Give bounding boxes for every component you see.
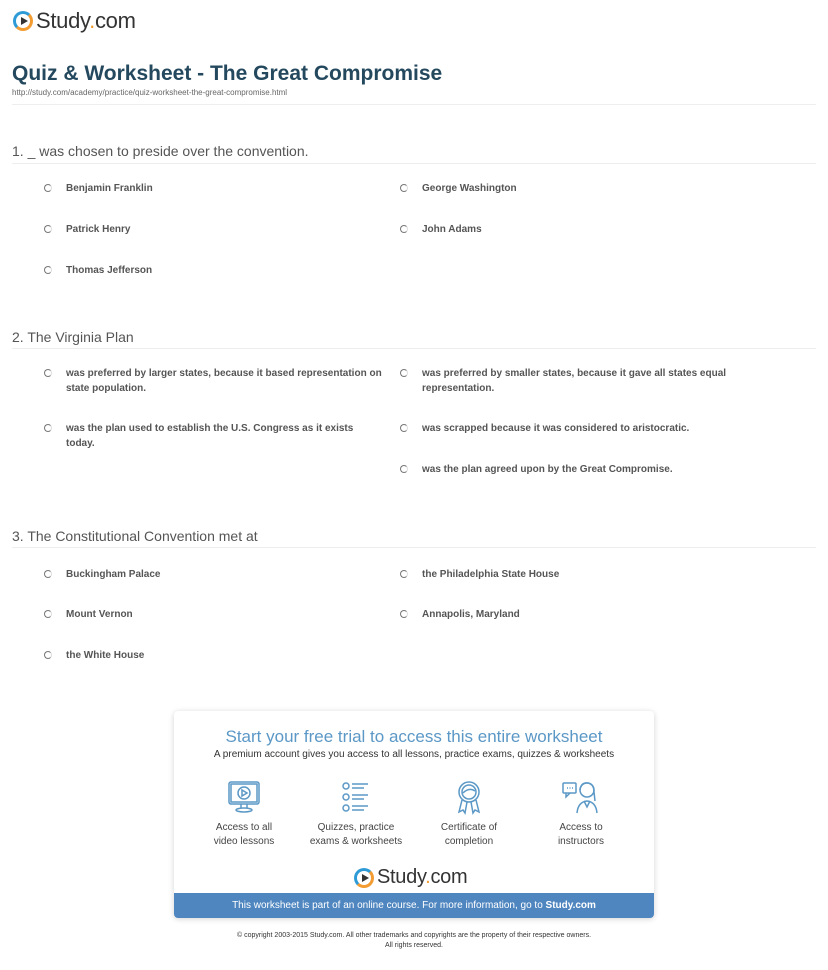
radio-button[interactable]	[44, 570, 52, 578]
q3-option-3[interactable]: Mount Vernon	[44, 607, 133, 622]
q3-option-1[interactable]: Buckingham Palace	[44, 567, 160, 582]
q1-option-4[interactable]: John Adams	[400, 222, 482, 237]
logo-text: Study.com	[377, 866, 468, 888]
radio-button[interactable]	[400, 225, 408, 233]
divider	[12, 348, 816, 349]
question-1: 1. _ was chosen to preside over the convention.	[12, 143, 309, 159]
instructor-chat-icon	[561, 779, 601, 815]
page-title: Quiz & Worksheet - The Great Compromise	[12, 62, 443, 85]
radio-button[interactable]	[44, 651, 52, 659]
divider	[12, 163, 816, 164]
question-3: 3. The Constitutional Convention met at	[12, 528, 258, 544]
q1-option-1[interactable]: Benjamin Franklin	[44, 181, 153, 196]
free-trial-promo[interactable]	[174, 711, 654, 918]
radio-button[interactable]	[400, 184, 408, 192]
radio-button[interactable]	[400, 424, 408, 432]
radio-button[interactable]	[44, 225, 52, 233]
radio-button[interactable]	[44, 610, 52, 618]
feature-instructors: Access to instructors	[526, 779, 636, 849]
q3-option-2[interactable]: the Philadelphia State House	[400, 567, 559, 582]
q2-option-1[interactable]: was preferred by larger states, because it based representation on state population.	[44, 366, 386, 396]
divider	[12, 104, 816, 105]
q1-option-5[interactable]: Thomas Jefferson	[44, 263, 152, 278]
q3-option-5[interactable]: the White House	[44, 648, 144, 663]
video-monitor-icon	[226, 779, 262, 815]
radio-button[interactable]	[44, 424, 52, 432]
feature-quizzes: Quizzes, practice exams & worksheets	[301, 779, 411, 849]
radio-button[interactable]	[400, 465, 408, 473]
q2-option-4[interactable]: was scrapped because it was considered to aristocratic.	[400, 421, 689, 436]
promo-info-bar: This worksheet is part of an online course. For more information, go to Study.com	[174, 893, 654, 918]
study-logo[interactable]	[13, 8, 136, 34]
radio-button[interactable]	[400, 369, 408, 377]
quiz-list-icon	[338, 779, 374, 815]
certificate-ribbon-icon	[451, 779, 487, 815]
q2-option-3[interactable]: was the plan used to establish the U.S. Congress as it exists today.	[44, 421, 376, 451]
copyright-footer: © copyright 2003-2015 Study.com. All other trademarks and copyrights are the property of their respective owners. All rights reserved.	[236, 932, 592, 949]
radio-button[interactable]	[44, 369, 52, 377]
divider	[12, 547, 816, 548]
radio-button[interactable]	[400, 610, 408, 618]
study-logo-promo[interactable]	[354, 866, 467, 889]
q1-option-3[interactable]: Patrick Henry	[44, 222, 130, 237]
q2-option-2[interactable]: was preferred by smaller states, because it gave all states equal representation.	[400, 366, 742, 396]
radio-button[interactable]	[44, 184, 52, 192]
q2-option-5[interactable]: was the plan agreed upon by the Great Compromise.	[400, 462, 673, 477]
feature-video-lessons: Access to all video lessons	[189, 779, 299, 849]
radio-button[interactable]	[44, 266, 52, 274]
study-com-link[interactable]: Study.com	[545, 900, 596, 911]
feature-certificate: Certificate of completion	[414, 779, 524, 849]
promo-title: Start your free trial to access this entire worksheet	[225, 727, 603, 746]
promo-subtitle: A premium account gives you access to all lessons, practice exams, quizzes & worksheets	[213, 749, 615, 760]
play-logo-icon	[13, 11, 33, 31]
radio-button[interactable]	[400, 570, 408, 578]
logo-text: Study.com	[36, 8, 136, 33]
question-2: 2. The Virginia Plan	[12, 329, 134, 345]
page-url: http://study.com/academy/practice/quiz-worksheet-the-great-compromise.html	[12, 88, 288, 97]
play-logo-icon	[354, 868, 374, 888]
q3-option-4[interactable]: Annapolis, Maryland	[400, 607, 520, 622]
q1-option-2[interactable]: George Washington	[400, 181, 517, 196]
